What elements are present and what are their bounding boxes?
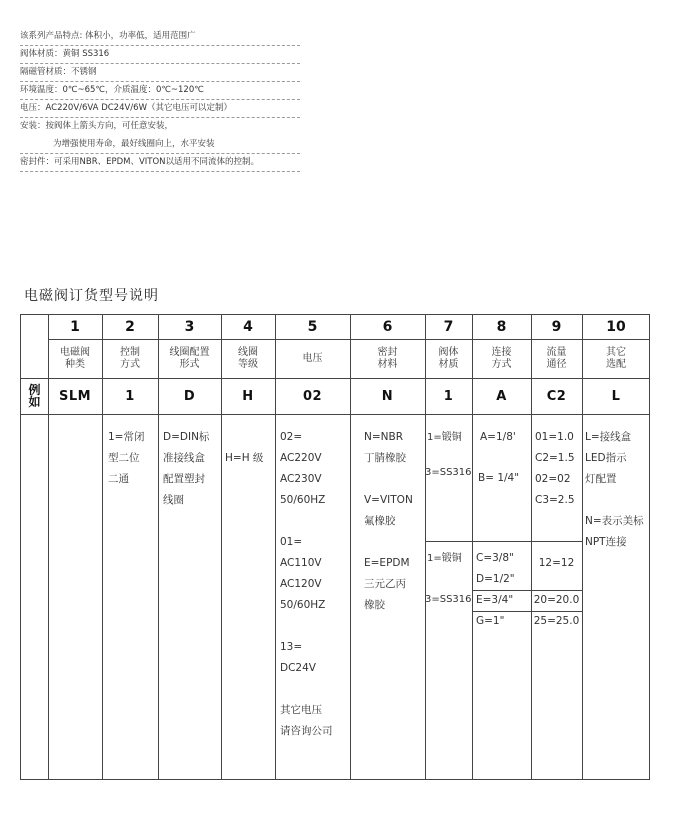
flow-option: 20=20.0 xyxy=(533,594,580,606)
connection-option: G=1" xyxy=(476,615,505,627)
example-code: SLM xyxy=(58,388,92,404)
spec-features: 该系列产品特点: 体积小，功率低，适用范围广 xyxy=(20,28,300,46)
example-code: D xyxy=(183,388,196,404)
col-number: 2 xyxy=(125,319,135,335)
col-header-line: 材料 xyxy=(377,358,398,370)
spec-temperature: 环境温度：0℃~65℃，介质温度：0℃~120℃ xyxy=(20,82,300,100)
col-number: 1 xyxy=(70,319,80,335)
col-header xyxy=(48,339,102,378)
flow-options: 01=1.0 C2=1.5 02=02 C3=2.5 xyxy=(535,431,575,506)
col-header-line: 材质 xyxy=(438,358,459,370)
col-header-line: 其它 xyxy=(606,346,626,358)
example-label xyxy=(21,378,48,414)
col-number: 4 xyxy=(243,319,253,335)
col-header-line: 电压 xyxy=(302,352,323,364)
col-header-line: 通径 xyxy=(546,358,567,370)
col-header-line: 流量 xyxy=(546,346,567,358)
order-code-table xyxy=(20,314,650,780)
col-header xyxy=(102,339,158,378)
spec-seals: 密封件：可采用NBR、EPDM、VITON以适用不同流体的控制。 xyxy=(20,154,300,172)
col-header xyxy=(425,339,472,378)
connection-option: B= 1/4" xyxy=(478,472,520,484)
col-header-line: 线圈配置 xyxy=(169,346,210,358)
col-header xyxy=(350,339,425,378)
product-specs xyxy=(20,28,300,172)
example-code: N xyxy=(381,388,394,404)
col-header-line: 密封 xyxy=(377,346,398,358)
body-material-option: 3=SS316 xyxy=(425,467,472,478)
example-code: L xyxy=(611,388,621,404)
col-number: 9 xyxy=(551,319,562,335)
spec-install-note: 为增强使用寿命，最好线圈向上，水平安装 xyxy=(20,136,300,154)
col-number: 3 xyxy=(184,319,195,335)
voltage-options: 02= AC220V AC230V 50/60HZ 01= AC110V AC120V 50/60HZ 13= DC24V 其它电压 请咨询公司 xyxy=(280,431,333,737)
col-header xyxy=(582,339,650,378)
col-number: 6 xyxy=(382,319,393,335)
example-code: 1 xyxy=(443,388,454,404)
col-number: 5 xyxy=(307,319,318,335)
spec-voltage: 电压：AC220V/6VA DC24V/6W（其它电压可以定制） xyxy=(20,100,300,118)
page-title: 电磁阀订货型号说明 xyxy=(24,288,159,304)
connection-option: A=1/8' xyxy=(480,431,516,443)
control-options: 1=常闭 型二位 二通 xyxy=(108,431,145,485)
col-header-line: 控制 xyxy=(120,346,140,358)
col-number: 7 xyxy=(443,319,454,335)
col-header-line: 方式 xyxy=(120,358,140,370)
example-code: 02 xyxy=(302,388,323,404)
extra-options: L=接线盒 LED指示 灯配置 N=表示美标 NPT连接 xyxy=(585,431,644,548)
coil-options: D=DIN标 准接线盒 配置塑封 线圈 xyxy=(163,431,210,506)
coil-grade-options: H=H 级 xyxy=(225,452,264,464)
col-header xyxy=(275,339,350,378)
seal-options: N=NBR 丁腈橡胶 V=VITON 氟橡胶 E=EPDM 三元乙丙 橡胶 xyxy=(364,431,413,611)
col-header-line: 种类 xyxy=(65,358,85,370)
col-header xyxy=(158,339,221,378)
grid-line xyxy=(21,414,649,415)
example-label-char: 例 xyxy=(28,383,41,397)
col-number: 10 xyxy=(606,319,626,335)
spec-install: 安装：按阀体上箭头方向，可任意安装， xyxy=(20,121,174,131)
body-material-option: 3=SS316 xyxy=(425,594,472,605)
connection-option: E=3/4" xyxy=(476,594,514,606)
col-header xyxy=(472,339,531,378)
col-header-line: 线圈 xyxy=(238,346,258,358)
col-header-line: 电磁阀 xyxy=(60,346,90,358)
body-material-option: 1=锻铜 xyxy=(427,553,462,564)
col-header-line: 阀体 xyxy=(438,346,459,358)
col-header xyxy=(221,339,275,378)
example-code: 1 xyxy=(125,388,135,404)
body-material-option: 1=锻铜 xyxy=(427,432,462,443)
connection-option: C=3/8" D=1/2" xyxy=(476,552,515,585)
spec-tube-material: 隔磁管材质：不锈钢 xyxy=(20,64,300,82)
flow-option: 12=12 xyxy=(538,557,575,569)
col-header-line: 方式 xyxy=(491,358,512,370)
example-code: C2 xyxy=(546,388,567,404)
col-header-line: 形式 xyxy=(179,358,200,370)
spec-body-material: 阀体材质：黄铜 SS316 xyxy=(20,46,300,64)
col-number: 8 xyxy=(496,319,507,335)
example-label-char: 如 xyxy=(28,395,41,409)
example-code: A xyxy=(496,388,507,404)
col-header-line: 连接 xyxy=(491,346,512,358)
grid-line xyxy=(425,541,582,542)
col-header xyxy=(531,339,582,378)
col-header-line: 选配 xyxy=(606,358,626,370)
flow-option: 25=25.0 xyxy=(533,615,580,627)
example-code: H xyxy=(242,388,254,404)
col-header-line: 等级 xyxy=(238,358,258,370)
